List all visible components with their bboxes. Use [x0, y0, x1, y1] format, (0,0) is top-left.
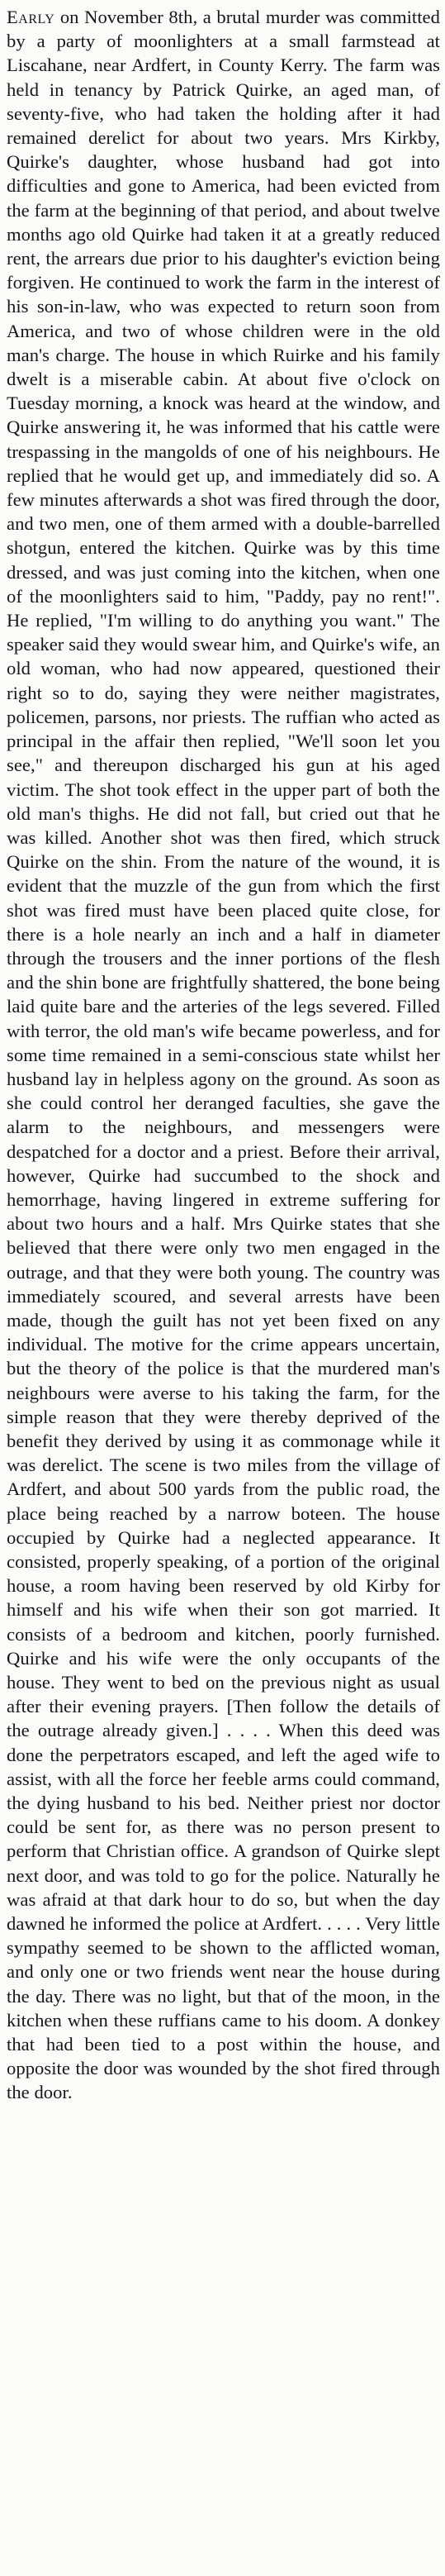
article-lead-word: Early: [7, 7, 55, 27]
scan-fade: [0, 2278, 445, 2576]
article-body: [7, 5, 440, 2105]
article-text: on November 8th, a brutal murder was committed by a party of moonlighters at a small farmstead at Liscahane, near Ardfert, in County Kerry. The farm was held in tenancy by Patrick Quirke, an aged man, of seventy-five, who had taken the holding after it had remained derelict for about two years. Mrs Kirkby, Quirke's daughter, whose husband had got into difficulties and gone to America, had been evicted from the farm at the beginning of that period, and about twelve months ago old Quirke had taken it at a greatly reduced rent, the arrears due prior to his daughter's eviction being forgiven. He continued to work the farm in the interest of his son-in-law, who was expected to return soon from America, and two of whose children were in the old man's charge. The house in which Ruirke and his family dwelt is a miserable cabin. At about five o'clock on Tuesday morning, a knock was heard at the window, and Quirke answering it, he was informed that his cattle were trespassing in the mangolds of one of his neighbours. He replied that he would get up, and immediately did so. A few minutes afterwards a shot was fired through the door, and two men, one of them armed with a double-barrelled shotgun, entered the kitchen. Quirke was by this time dressed, and was just coming into the kitchen, when one of the moonlighters said to him, "Paddy, pay no rent!". He replied, "I'm willing to do anything you want." The speaker said they would swear him, and Quirke's wife, an old woman, who had now appeared, questioned their right so to do, saying they were neither magistrates, policemen, parsons, nor priests. The ruffian who acted as principal in the affair then replied, "We'll soon let you see," and thereupon discharged his gun at his aged victim. The shot took effect in the upper part of both the old man's thighs. He did not fall, but cried out that he was killed. Another shot was then fired, which struck Quirke on the shin. From the nature of the wound, it is evident that the muzzle of the gun from which the first shot was fired must have been placed quite close, for there is a hole nearly an inch and a half in diameter through the trousers and the inner portions of the flesh and the shin bone are frightfully shattered, the bone being laid quite bare and the arteries of the legs severed. Filled with terror, the old man's wife became powerless, and for some time remained in a semi-conscious state whilst her husband lay in helpless agony on the ground. As soon as she could control her deranged faculties, she gave the alarm to the neighbours, and messengers were despatched for a doctor and a priest. Before their arrival, however, Quirke had succumbed to the shock and hemorrhage, having lingered in extreme suffering for about two hours and a half. Mrs Quirke states that she believed that there were only two men engaged in the outrage, and that they were both young. The country was immediately scoured, and several arrests have been made, though the guilt has not yet been fixed on any individual. The motive for the crime appears uncertain, but the theory of the police is that the murdered man's neighbours were averse to his taking the farm, for the simple reason that they were thereby deprived of the benefit they derived by using it as commonage while it was derelict. The scene is two miles from the village of Ardfert, and about 500 yards from the public road, the place being reached by a narrow boteen. The house occupied by Quirke had a neglected appearance. It consisted, properly speaking, of a portion of the original house, a room having been reserved by old Kirby for himself and his wife when their son got married. It consists of a bedroom and kitchen, poorly furnished. Quirke and his wife were the only occupants of the house. They went to bed on the previous night as usual after their evening prayers. [Then follow the details of the outrage already given.] . . . . When this deed was done the perpetrators escaped, and left the aged wife to assist, with all the force her feeble arms could command, the dying husband to his bed. Neither priest nor doctor could be sent for, as there was no person present to perform that Christian office. A grandson of Quirke slept next door, and was told to go for the police. Naturally he was afraid at that dark hour to do so, but when the day dawned he informed the police at Ardfert. . . . . Very little sympathy seemed to be shown to the afflicted woman, and only one or two friends went near the house during the day. There was no light, but that of the moon, in the kitchen when these ruffians came to his doom. A donkey that had been tied to a post within the house, and opposite the door was wounded by the shot fired through the door.: [7, 7, 440, 2103]
